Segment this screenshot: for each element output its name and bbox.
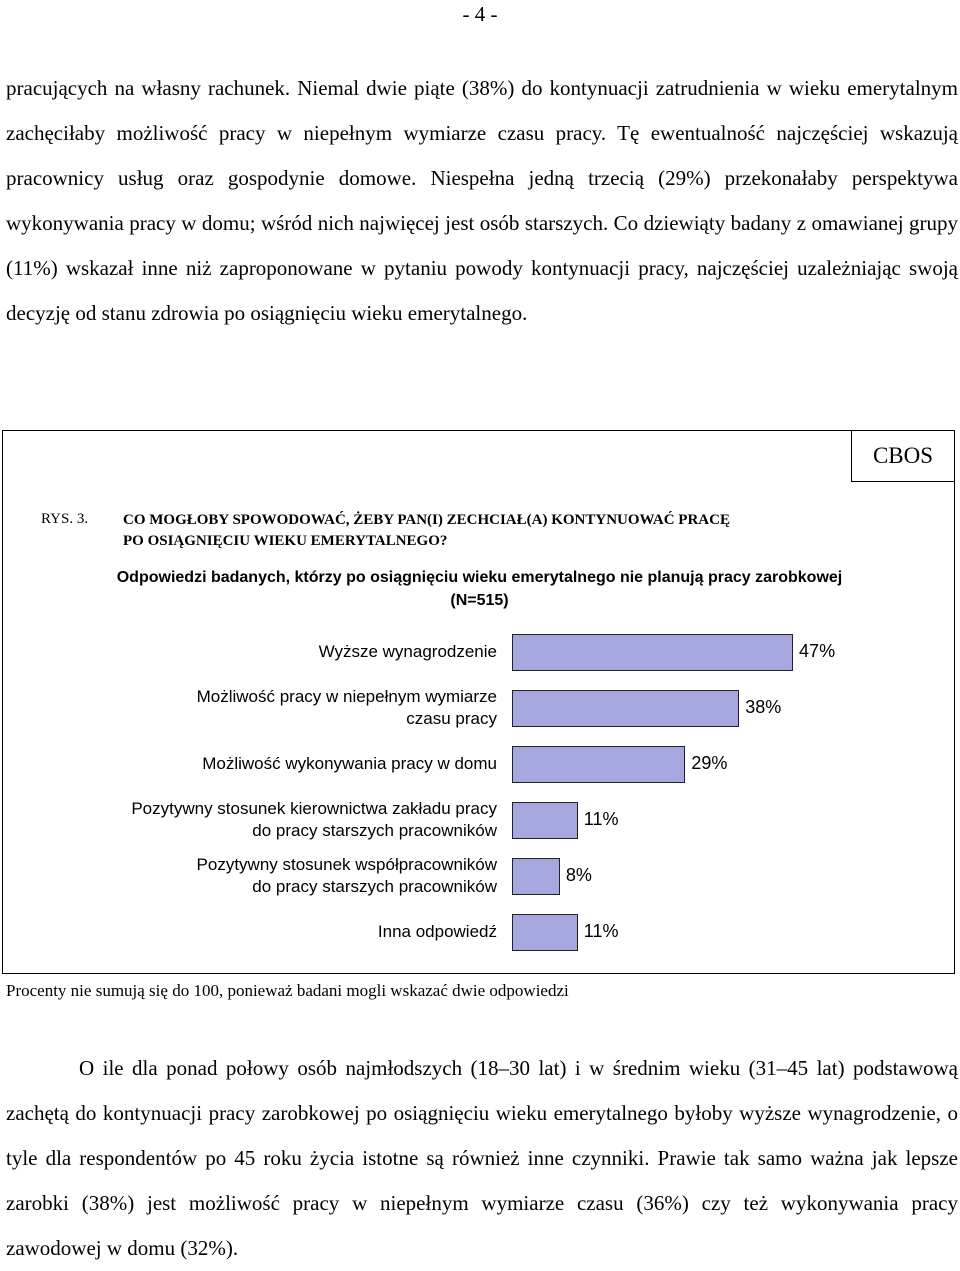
category-label-line: Pozytywny stosunek kierownictwa zakładu pracy <box>131 799 497 818</box>
bar <box>512 634 793 671</box>
category-label-line: Możliwość pracy w niepełnym wymiarze <box>196 687 497 706</box>
bar <box>512 802 578 839</box>
category-label-line: Wyższe wynagrodzenie <box>318 642 497 661</box>
figure-footnote: Procenty nie sumują się do 100, ponieważ badani mogli wskazać dwie odpowiedzi <box>6 981 569 1000</box>
bar-value-label: 8% <box>565 865 592 885</box>
category-label <box>197 854 497 898</box>
category-label-line: Inna odpowiedź <box>377 922 497 941</box>
category-label <box>202 753 497 775</box>
body-paragraph-bottom: O ile dla ponad połowy osób najmłodszych (18–30 lat) i w średnim wieku (31–45 lat) podstawową zachętą do kontynuacji pracy zarobkowej po osiągnięciu wieku emerytalnego byłoby wyższe wynagrodzenie, o tyle dla respondentów po 45 roku życia istotne są również inne czynniki. Prawie tak samo ważna jak lepsze zarobki (38%) jest możliwość pracy w niepełnym wymiarze czasu (36%) czy też wykonywania pracy zawodowej w domu (32%). <box>6 1056 958 1260</box>
bar-value-label: 29% <box>691 753 728 773</box>
category-label <box>131 798 497 842</box>
category-label-line: Pozytywny stosunek współpracowników <box>196 855 497 874</box>
body-paragraph-top: pracujących na własny rachunek. Niemal dwie piąte (38%) do kontynuacji zatrudnienia w wieku emerytalnym zachęciłaby możliwość pracy w niepełnym wymiarze czasu pracy. Tę ewentualność najczęściej wskazują pracownicy usług oraz gospodynie domowe. Niespełna jedną trzecią (29%) przekonałaby perspektywa wykonywania pracy w domu; wśród nich najwięcej jest osób starszych. Co dziewiąty badany z omawianej grupy (11%) wskazał inne niż zaproponowane w pytaniu powody kontynuacji pracy, najczęściej uzależniając swoją decyzję od stanu zdrowia po osiągnięciu wieku emerytalnego. <box>6 76 958 325</box>
bar-chart <box>3 431 956 975</box>
category-label-line: czasu pracy <box>406 709 497 728</box>
figure-title-line-1: CO MOGŁOBY SPOWODOWAĆ, ŻEBY PAN(I) ZECHCIAŁ(A) KONTYNUOWAĆ PRACĘ <box>123 512 730 528</box>
bar-value-label: 38% <box>745 697 782 717</box>
bar-value-label: 47% <box>799 641 836 661</box>
category-label <box>378 921 497 943</box>
cbos-badge: CBOS <box>851 430 955 482</box>
category-label-line: do pracy starszych pracowników <box>252 821 497 840</box>
bar <box>512 858 560 895</box>
chart-subtitle-line-2: (N=515) <box>450 592 509 609</box>
chart-subtitle-line-1: Odpowiedzi badanych, którzy po osiągnięciu wieku emerytalnego nie planują pracy zarobkowej <box>116 569 843 586</box>
bar-value-label: 11% <box>583 809 619 829</box>
bar <box>512 746 685 783</box>
category-label <box>197 686 497 730</box>
category-label-line: Możliwość wykonywania pracy w domu <box>202 754 497 773</box>
category-label <box>319 641 497 663</box>
figure-box <box>2 430 955 974</box>
bar-value-label: 11% <box>583 921 619 941</box>
figure-label: RYS. 3. <box>41 511 89 527</box>
category-label-line: do pracy starszych pracowników <box>252 877 497 896</box>
bar <box>512 690 739 727</box>
page-number: - 4 - <box>462 2 498 26</box>
bar <box>512 914 578 951</box>
figure-title-line-2: PO OSIĄGNIĘCIU WIEKU EMERYTALNEGO? <box>123 533 448 549</box>
